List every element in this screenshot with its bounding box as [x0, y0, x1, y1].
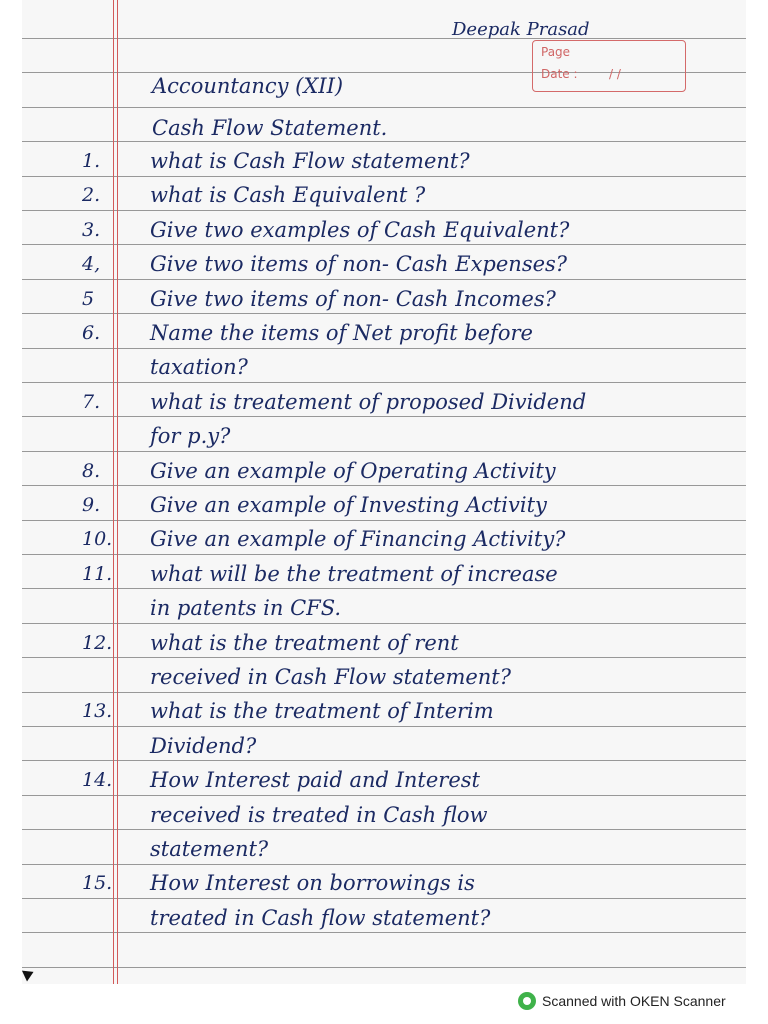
question-text: what is the treatment of rent — [150, 631, 459, 655]
question-text: Give two items of non- Cash Expenses? — [150, 252, 568, 276]
ruled-line — [22, 38, 746, 39]
question-number: 7. — [82, 391, 101, 413]
ruled-line — [22, 554, 746, 555]
question-number: 3. — [82, 219, 101, 241]
ruled-line — [22, 348, 746, 349]
question-number: 4, — [82, 253, 101, 275]
ruled-line — [22, 657, 746, 658]
page-label: Page — [541, 45, 571, 59]
question-number: 12. — [82, 632, 113, 654]
question-number: 1. — [82, 150, 101, 172]
question-text: for p.y? — [150, 424, 231, 448]
ruled-line — [22, 692, 746, 693]
question-number: 8. — [82, 460, 101, 482]
question-text: what is Cash Equivalent ? — [150, 183, 426, 207]
ruled-line — [22, 588, 746, 589]
question-text: what is Cash Flow statement? — [150, 149, 470, 173]
question-number: 9. — [82, 494, 101, 516]
question-number: 13. — [82, 700, 113, 722]
ruled-line — [22, 313, 746, 314]
question-text: How Interest on borrowings is — [150, 871, 475, 895]
ruled-line — [22, 176, 746, 177]
ruled-line — [22, 244, 746, 245]
signature: Deepak Prasad — [452, 19, 590, 40]
ruled-line — [22, 726, 746, 727]
question-number: 2. — [82, 184, 101, 206]
date-value: / / — [609, 67, 621, 81]
question-number: 5 — [82, 288, 95, 310]
question-text: taxation? — [150, 355, 248, 379]
scanner-logo-icon — [518, 992, 536, 1010]
subject-title: Accountancy (XII) — [152, 74, 344, 98]
question-text: Give two examples of Cash Equivalent? — [150, 218, 570, 242]
ruled-line — [22, 416, 746, 417]
question-number: 10. — [82, 528, 113, 550]
ruled-line — [22, 795, 746, 796]
ruled-line — [22, 932, 746, 933]
question-text: treated in Cash flow statement? — [150, 906, 491, 930]
question-number: 15. — [82, 872, 113, 894]
ruled-line — [22, 107, 746, 108]
question-text: Name the items of Net profit before — [150, 321, 533, 345]
question-text: Dividend? — [150, 734, 257, 758]
scanner-watermark — [518, 990, 726, 1012]
question-text: what is treatement of proposed Dividend — [150, 390, 587, 414]
notebook-page — [22, 0, 746, 984]
question-text: How Interest paid and Interest — [150, 768, 480, 792]
question-number: 6. — [82, 322, 101, 344]
ruled-line — [22, 520, 746, 521]
ruled-line — [22, 451, 746, 452]
question-text: Give an example of Financing Activity? — [150, 527, 566, 551]
page-date-box — [532, 40, 686, 92]
date-label: Date : — [541, 67, 578, 81]
question-text: in patents in CFS. — [150, 596, 342, 620]
question-text: Give an example of Investing Activity — [150, 493, 547, 517]
question-text: received is treated in Cash flow — [150, 803, 488, 827]
ruled-line — [22, 864, 746, 865]
question-text: statement? — [150, 837, 269, 861]
question-number: 14. — [82, 769, 113, 791]
ruled-line — [22, 829, 746, 830]
ruled-line — [22, 141, 746, 142]
question-text: what will be the treatment of increase — [150, 562, 558, 586]
ruled-line — [22, 485, 746, 486]
question-text: what is the treatment of Interim — [150, 699, 494, 723]
ruled-line — [22, 967, 746, 968]
margin-line — [117, 0, 118, 984]
ruled-line — [22, 210, 746, 211]
ruled-line — [22, 760, 746, 761]
ruled-line — [22, 623, 746, 624]
ruled-line — [22, 898, 746, 899]
ruled-line — [22, 382, 746, 383]
question-text: received in Cash Flow statement? — [150, 665, 512, 689]
topic-heading: Cash Flow Statement. — [152, 116, 388, 140]
question-text: Give two items of non- Cash Incomes? — [150, 287, 556, 311]
scanner-text: Scanned with OKEN Scanner — [542, 993, 726, 1009]
ruled-line — [22, 279, 746, 280]
margin-line — [113, 0, 114, 984]
question-number: 11. — [82, 563, 113, 585]
question-text: Give an example of Operating Activity — [150, 459, 556, 483]
